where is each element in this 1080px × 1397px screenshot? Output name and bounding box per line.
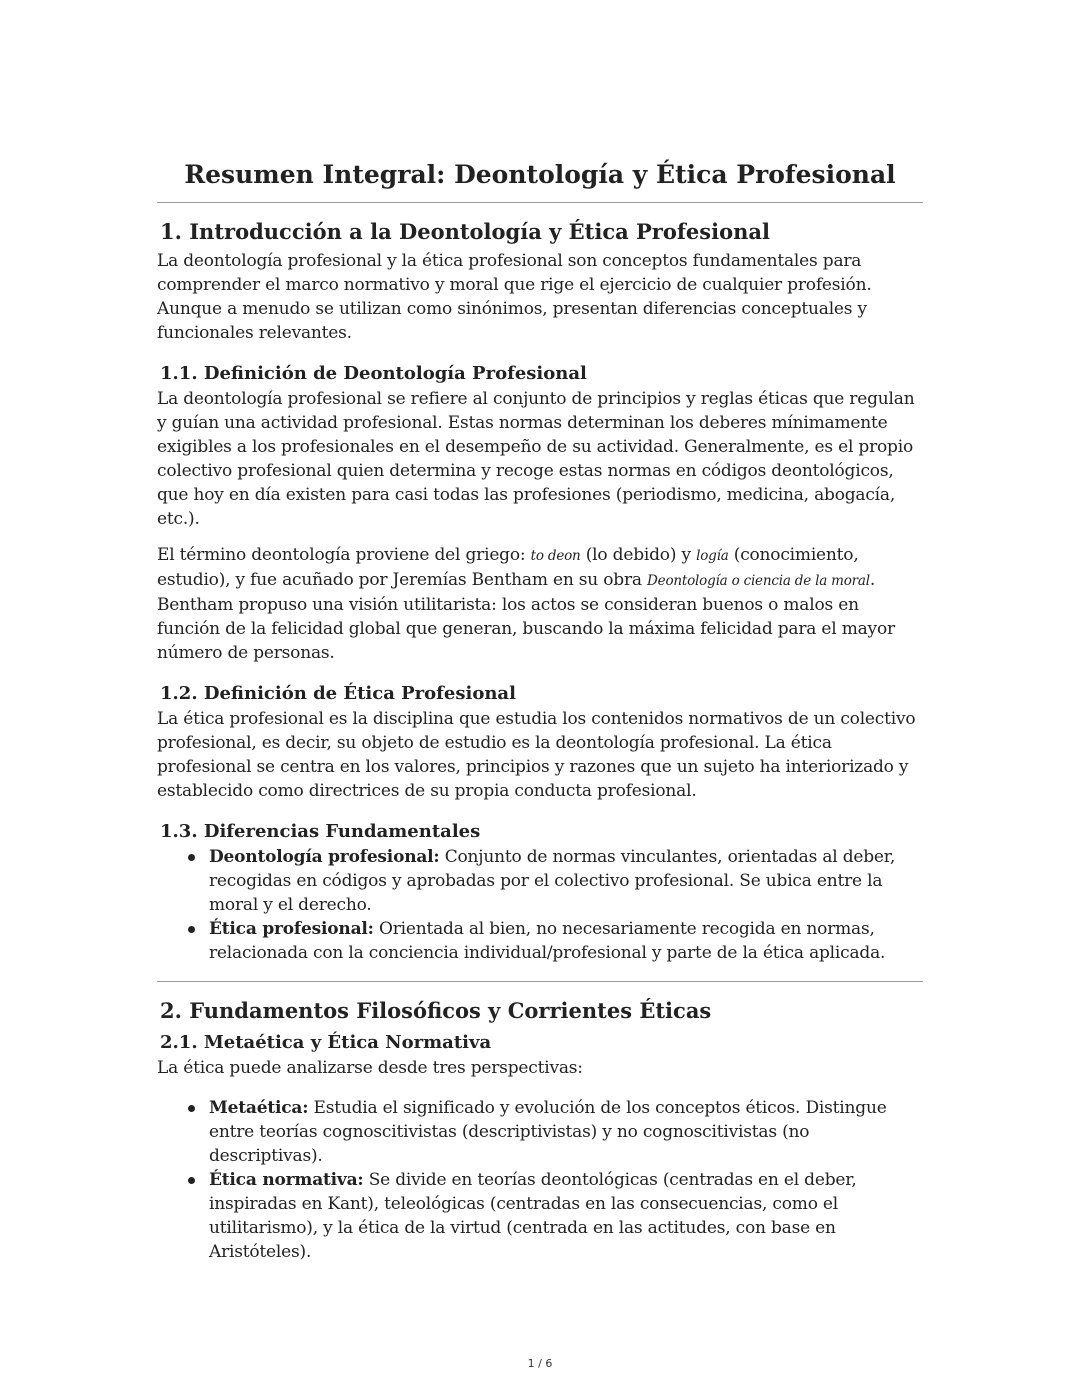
list-item-text: Estudia el significado y evolución de los conceptos éticos. Distingue entre teorías cognoscitivistas (descriptivistas) y no cognoscitivistas (no descriptivas). [209,1098,887,1166]
text-run: . Bentham propuso una visión utilitarista: los actos se consideran buenos o malos en función de la felicidad global que generan, buscando la máxima felicidad para el mayor número de personas. [157,570,895,663]
section-1-1-heading: 1.1. Definición de Deontología Profesional [160,363,587,384]
document-title: Resumen Integral: Deontología y Ética Profesional [184,160,896,189]
list-item-term: Metaética: [209,1098,309,1118]
term-to-deon: to deon [530,548,581,564]
section-1-1-paragraph-1: La deontología profesional se refiere al conjunto de principios y reglas éticas que regulan y guían una actividad profesional. Estas normas determinan los deberes mínimamente exigibles a los profesionales en el desempeño de su actividad. Generalmente, es el propio colectivo profesional quien determina y recoge estas normas en códigos deontológicos, que hoy en día existen para casi todas las profesiones (periodismo, medicina, abogacía, etc.). [157,389,915,529]
section-2-heading: 2. Fundamentos Filosóficos y Corrientes Éticas [160,998,712,1023]
section-1-heading: 1. Introducción a la Deontología y Ética Profesional [160,219,770,244]
bullet-icon [188,1105,195,1112]
text-run: (lo debido) y [580,545,697,565]
text-run: (conocimiento, estudio), y fue acuñado por Jeremías Bentham en su obra [157,545,859,590]
list-item [209,917,923,965]
perspectives-list [157,1096,923,1264]
section-1-1-paragraph-2 [157,543,923,665]
list-item-text: Orientada al bien, no necesariamente recogida en normas, relacionada con la conciencia individual/profesional y parte de la ética aplicada. [209,919,886,963]
list-item-term: Ética normativa: [209,1170,364,1190]
differences-list [157,845,923,965]
page-number: 1 / 6 [527,1357,553,1370]
bullet-icon [188,854,195,861]
term-logia: logía [696,548,729,564]
section-divider [157,981,923,982]
text-run: El término deontología proviene del griego: [157,545,531,565]
list-item-text: Se divide en teorías deontológicas (centradas en el deber, inspiradas en Kant), teleológicas (centradas en las consecuencias, como el utilitarismo), y la ética de la virtud (centrada en las actitudes, con base en Aristóteles). [209,1170,857,1262]
section-1-2-paragraph: La ética profesional es la disciplina que estudia los contenidos normativos de un colectivo profesional, es decir, su objeto de estudio es la deontología profesional. La ética profesional se centra en los valores, principios y razones que un sujeto ha interiorizado y establecido como directrices de su propia conducta profesional. [157,709,916,801]
list-item [209,1096,923,1168]
list-item [209,1168,923,1264]
section-1-3-heading: 1.3. Diferencias Fundamentales [160,821,481,842]
title-divider [157,202,923,203]
list-item-text: Conjunto de normas vinculantes, orientadas al deber, recogidas en códigos y aprobadas por el colectivo profesional. Se ubica entre la moral y el derecho. [209,847,896,915]
work-title: Deontología o ciencia de la moral [647,573,870,589]
list-item-term: Ética profesional: [209,919,374,939]
section-2-1-heading: 2.1. Metaética y Ética Normativa [160,1032,492,1053]
section-1-2-heading: 1.2. Definición de Ética Profesional [160,683,516,704]
bullet-icon [188,1177,195,1184]
section-1-intro: La deontología profesional y la ética profesional son conceptos fundamentales para comprender el marco normativo y moral que rige el ejercicio de cualquier profesión. Aunque a menudo se utilizan como sinónimos, presentan diferencias conceptuales y funcionales relevantes. [157,251,872,343]
list-item [209,845,923,917]
list-item-term: Deontología profesional: [209,847,440,867]
document-page [157,158,923,1264]
bullet-icon [188,926,195,933]
section-2-1-intro: La ética puede analizarse desde tres perspectivas: [157,1058,583,1078]
